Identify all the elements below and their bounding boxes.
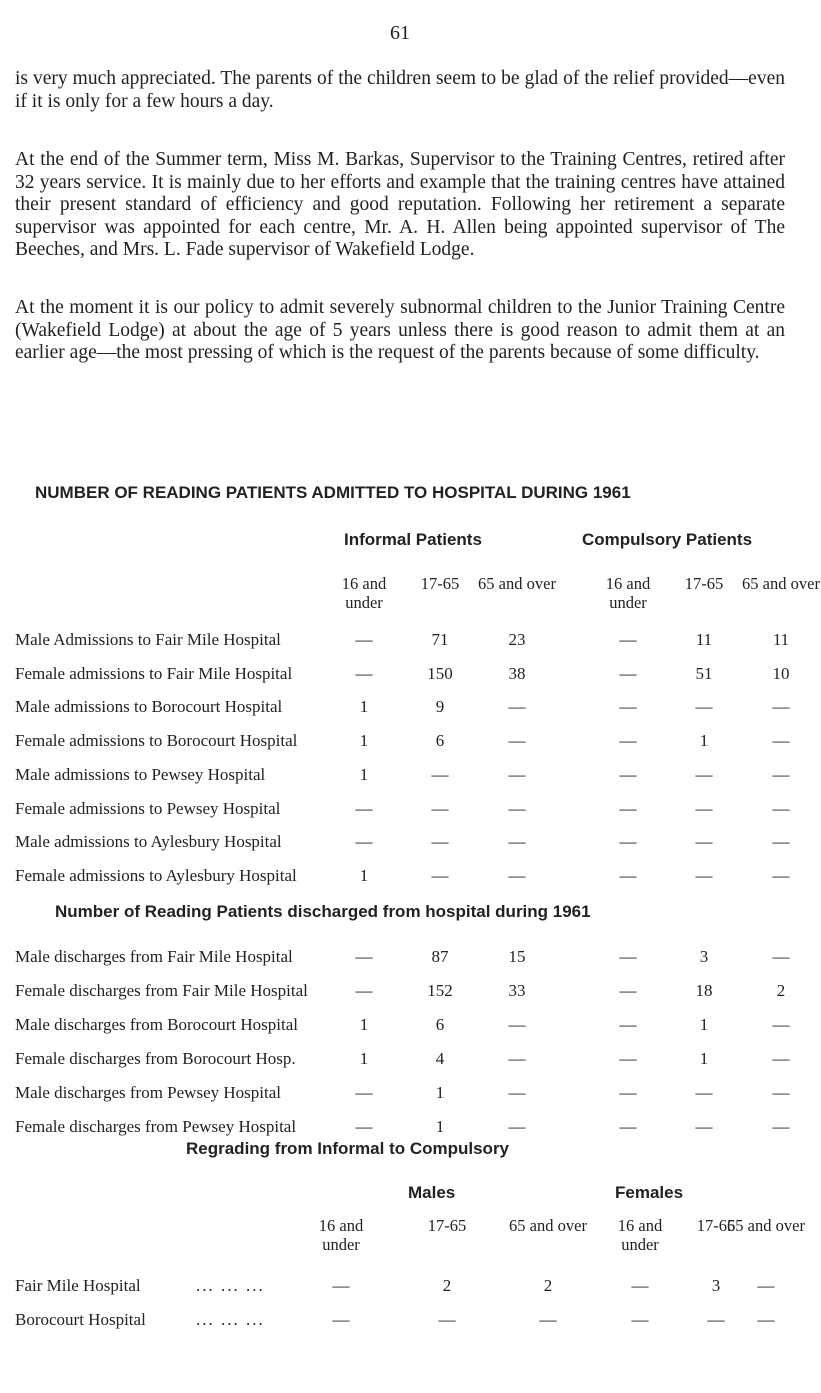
row-label: Male discharges from Pewsey Hospital bbox=[15, 1083, 281, 1102]
row-label: Female admissions to Fair Mile Hospital bbox=[15, 663, 293, 683]
compulsory-group-header: Compulsory Patients bbox=[582, 530, 753, 549]
table-cell: 9 bbox=[435, 697, 445, 717]
table-cell: — bbox=[772, 1083, 790, 1102]
column-header: 16 and under bbox=[617, 1216, 663, 1254]
table-cell: — bbox=[631, 1310, 649, 1329]
dot-leader: ... ... ... bbox=[196, 1310, 265, 1329]
paragraph-3: At the moment it is our policy to admit severely subnormal children to the Junior Training Centre (Wakefield Lodge) at about the age of 5 years unless there is good reason to admit them at an earlier age—the most pressing of which is the request of the parents because of some difficulty. bbox=[15, 297, 785, 363]
table-cell: 6 bbox=[435, 1015, 445, 1034]
table-cell: 1 bbox=[359, 865, 369, 885]
column-header: 17-65 bbox=[427, 1216, 467, 1235]
table-cell: 3 bbox=[711, 1276, 721, 1295]
table-cell: 87 bbox=[431, 947, 449, 966]
table-cell: — bbox=[355, 1083, 373, 1102]
regrading-males-header: Males bbox=[408, 1183, 456, 1202]
table-cell: 1 bbox=[699, 1015, 709, 1034]
table-cell: — bbox=[619, 1083, 637, 1102]
table-cell: — bbox=[508, 798, 526, 818]
table-cell: 2 bbox=[442, 1276, 452, 1295]
table-cell: — bbox=[772, 697, 790, 717]
table-cell: 1 bbox=[359, 697, 369, 717]
table-cell: — bbox=[695, 1117, 713, 1136]
table-cell: 11 bbox=[695, 630, 713, 649]
paragraph-2: At the end of the Summer term, Miss M. Barkas, Supervisor to the Training Centres, retired after 32 years service. It is mainly due to her efforts and example that the training centres have attained their present standard of efficiency and good reputation. Following her retirement a separate supervisor was appointed for each centre, Mr. A. H. Allen being appointed supervisor of The Beeches, and Mrs. L. Fade supervisor of Wakefield Lodge. bbox=[15, 149, 785, 260]
row-label: Male admissions to Pewsey Hospital bbox=[15, 764, 266, 784]
table-cell: — bbox=[695, 697, 713, 717]
table-cell: — bbox=[695, 798, 713, 818]
table-cell: 51 bbox=[695, 663, 713, 683]
table-cell: — bbox=[757, 1310, 775, 1329]
table-cell: — bbox=[772, 947, 790, 966]
table-cell: 2 bbox=[776, 981, 786, 1000]
table-cell: — bbox=[355, 947, 373, 966]
table-cell: — bbox=[619, 865, 637, 885]
table-cell: 10 bbox=[772, 663, 790, 683]
table-cell: — bbox=[772, 764, 790, 784]
row-label: Female admissions to Borocourt Hospital bbox=[15, 731, 298, 751]
table-cell: — bbox=[772, 1049, 790, 1068]
informal-group-header: Informal Patients bbox=[344, 530, 482, 549]
row-label: Male admissions to Borocourt Hospital bbox=[15, 697, 283, 717]
table-cell: — bbox=[619, 731, 637, 751]
table-cell: — bbox=[431, 764, 449, 784]
row-label: Female discharges from Borocourt Hosp. bbox=[15, 1049, 296, 1068]
table-cell: — bbox=[772, 1015, 790, 1034]
table-cell: 33 bbox=[508, 981, 526, 1000]
table-cell: — bbox=[757, 1276, 775, 1295]
table-cell: — bbox=[508, 1049, 526, 1068]
column-header: 65 and over bbox=[509, 1216, 587, 1235]
table-cell: 1 bbox=[699, 731, 709, 751]
table-cell: — bbox=[431, 798, 449, 818]
column-header: 17-65 bbox=[684, 574, 724, 593]
table-cell: 1 bbox=[435, 1117, 445, 1136]
table-cell: — bbox=[619, 697, 637, 717]
column-header: 65 and over bbox=[742, 574, 820, 593]
table-cell: 150 bbox=[427, 663, 453, 683]
table-cell: — bbox=[619, 947, 637, 966]
admissions-title: NUMBER OF READING PATIENTS ADMITTED TO HOSPITAL DURING 1961 bbox=[35, 483, 631, 502]
table-cell: — bbox=[695, 764, 713, 784]
table-cell: — bbox=[619, 1049, 637, 1068]
table-cell: — bbox=[431, 832, 449, 852]
table-cell: — bbox=[772, 865, 790, 885]
column-header: 16 and under bbox=[341, 574, 387, 612]
table-cell: 2 bbox=[543, 1276, 553, 1295]
table-cell: 18 bbox=[695, 981, 713, 1000]
discharges-title: Number of Reading Patients discharged from hospital during 1961 bbox=[55, 902, 591, 921]
table-cell: — bbox=[707, 1310, 725, 1329]
row-label: Female discharges from Fair Mile Hospital bbox=[15, 981, 308, 1000]
table-cell: — bbox=[508, 697, 526, 717]
table-cell: — bbox=[332, 1310, 350, 1329]
table-cell: — bbox=[619, 1117, 637, 1136]
table-cell: 4 bbox=[435, 1049, 445, 1068]
table-cell: 1 bbox=[359, 1049, 369, 1068]
table-cell: — bbox=[508, 832, 526, 852]
paragraph-1: is very much appreciated. The parents of the children seem to be glad of the relief provided—even if it is only for a few hours a day. bbox=[15, 68, 785, 112]
table-cell: — bbox=[355, 630, 373, 649]
table-cell: — bbox=[772, 798, 790, 818]
table-cell: 6 bbox=[435, 731, 445, 751]
table-cell: — bbox=[355, 1117, 373, 1136]
column-header: 17-65 bbox=[696, 1216, 736, 1235]
row-label: Male Admissions to Fair Mile Hospital bbox=[15, 630, 281, 649]
table-cell: — bbox=[619, 663, 637, 683]
table-cell: 71 bbox=[431, 630, 449, 649]
column-header: 16 and under bbox=[605, 574, 651, 612]
table-cell: — bbox=[355, 798, 373, 818]
table-cell: 1 bbox=[435, 1083, 445, 1102]
table-cell: — bbox=[619, 1015, 637, 1034]
table-cell: 11 bbox=[772, 630, 790, 649]
table-cell: 38 bbox=[508, 663, 526, 683]
table-cell: 1 bbox=[359, 764, 369, 784]
table-cell: — bbox=[619, 798, 637, 818]
table-cell: — bbox=[695, 865, 713, 885]
table-cell: — bbox=[631, 1276, 649, 1295]
table-cell: 152 bbox=[427, 981, 453, 1000]
row-label: Male admissions to Aylesbury Hospital bbox=[15, 832, 282, 852]
table-cell: — bbox=[508, 1083, 526, 1102]
table-cell: — bbox=[355, 663, 373, 683]
row-label: Female admissions to Pewsey Hospital bbox=[15, 798, 281, 818]
column-header: 65 and over bbox=[478, 574, 556, 593]
page-number: 61 bbox=[390, 22, 410, 44]
table-cell: — bbox=[695, 832, 713, 852]
table-cell: — bbox=[332, 1276, 350, 1295]
table-cell: — bbox=[355, 832, 373, 852]
column-header: 17-65 bbox=[420, 574, 460, 593]
table-cell: 15 bbox=[508, 947, 526, 966]
row-label: Male discharges from Borocourt Hospital bbox=[15, 1015, 298, 1034]
table-cell: — bbox=[508, 1117, 526, 1136]
row-label: Borocourt Hospital bbox=[15, 1310, 146, 1329]
table-cell: — bbox=[772, 1117, 790, 1136]
table-cell: 3 bbox=[699, 947, 709, 966]
table-cell: — bbox=[619, 630, 637, 649]
row-label: Fair Mile Hospital bbox=[15, 1276, 141, 1295]
table-cell: — bbox=[539, 1310, 557, 1329]
table-cell: — bbox=[619, 764, 637, 784]
column-header: 16 and under bbox=[318, 1216, 364, 1254]
regrading-title: Regrading from Informal to Compulsory bbox=[186, 1139, 510, 1158]
table-cell: — bbox=[695, 1083, 713, 1102]
row-label: Male discharges from Fair Mile Hospital bbox=[15, 947, 293, 966]
dot-leader: ... ... ... bbox=[196, 1276, 265, 1295]
table-cell: 23 bbox=[508, 630, 526, 649]
table-cell: — bbox=[431, 865, 449, 885]
column-header: 65 and over bbox=[727, 1216, 805, 1235]
table-cell: — bbox=[438, 1310, 456, 1329]
table-cell: — bbox=[619, 981, 637, 1000]
regrading-females-header: Females bbox=[615, 1183, 684, 1202]
row-label: Female admissions to Aylesbury Hospital bbox=[15, 865, 297, 885]
table-cell: 1 bbox=[359, 1015, 369, 1034]
table-cell: 1 bbox=[359, 731, 369, 751]
table-cell: — bbox=[772, 731, 790, 751]
table-cell: — bbox=[508, 764, 526, 784]
table-cell: — bbox=[508, 865, 526, 885]
table-cell: — bbox=[772, 832, 790, 852]
table-cell: — bbox=[508, 731, 526, 751]
row-label: Female discharges from Pewsey Hospital bbox=[15, 1117, 297, 1136]
table-cell: — bbox=[619, 832, 637, 852]
table-cell: — bbox=[508, 1015, 526, 1034]
table-cell: — bbox=[355, 981, 373, 1000]
table-cell: 1 bbox=[699, 1049, 709, 1068]
